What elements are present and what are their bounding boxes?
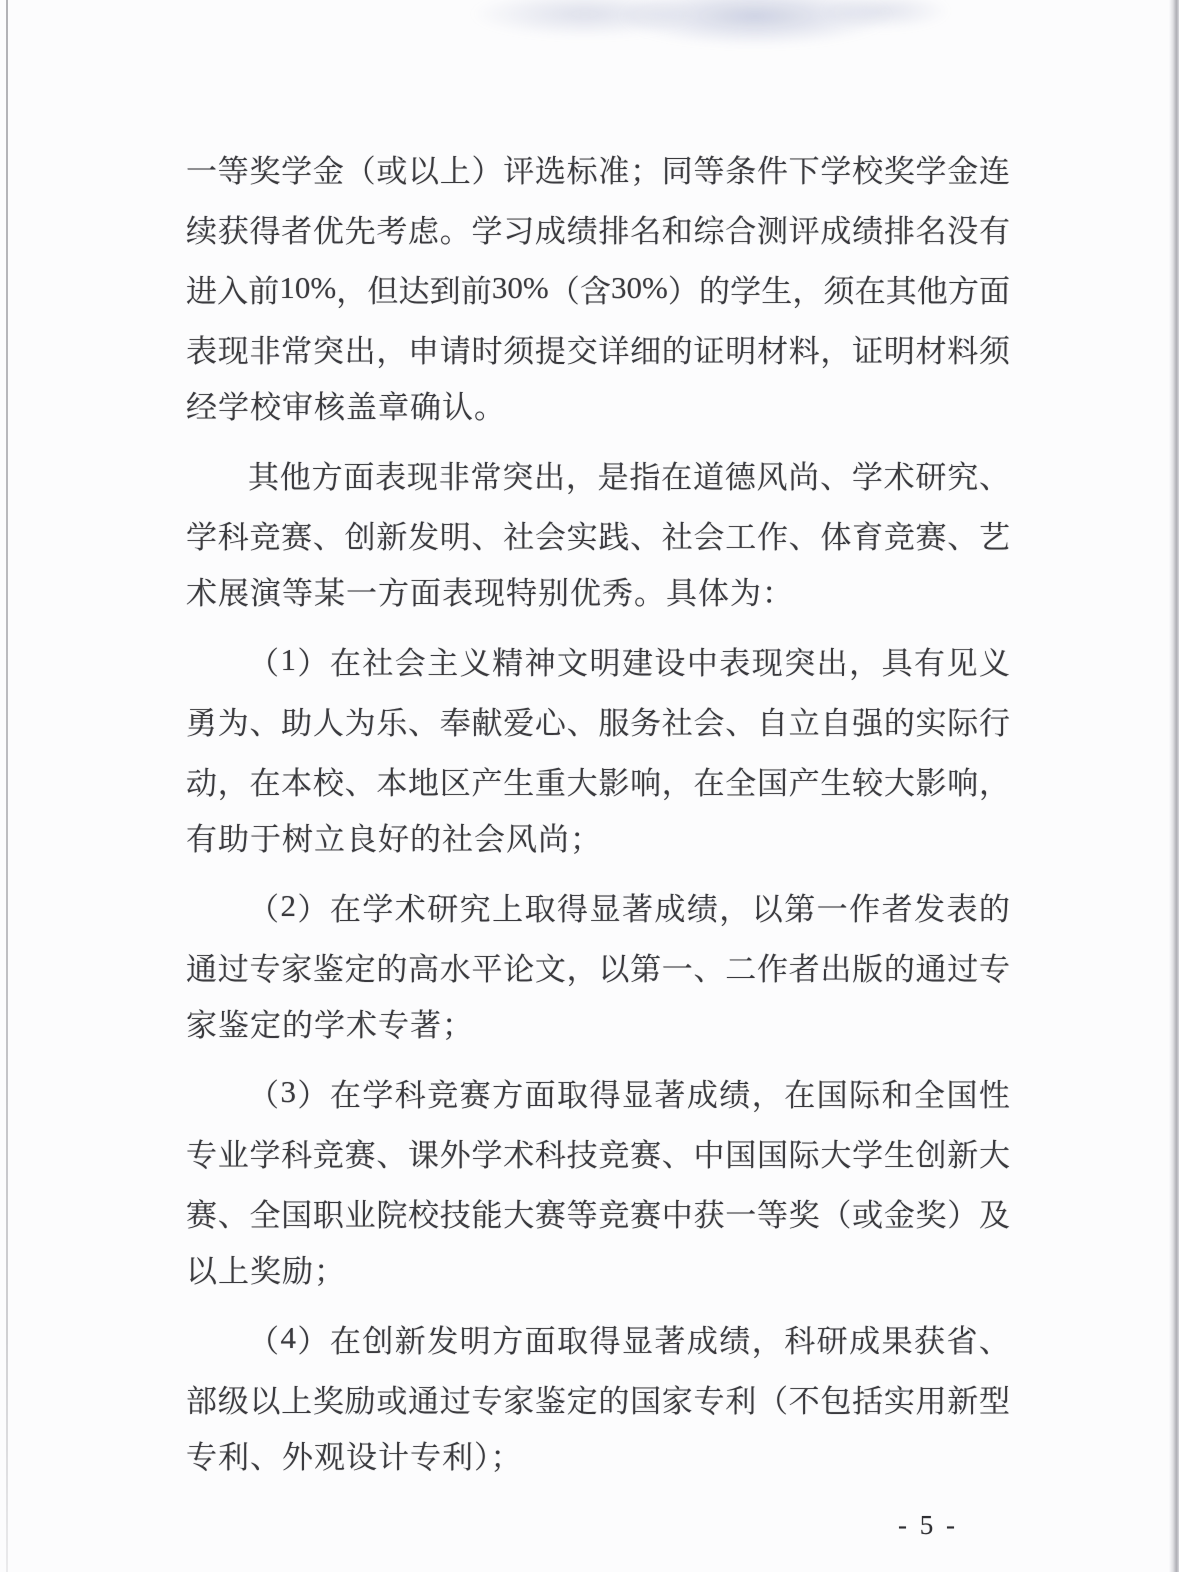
text-line: 勇 为 、 助 人 为 乐 、 奉 献 爱 心 、 服 务 社 会 、 自 立 自 强 的 实 际 行 bbox=[186, 705, 1010, 741]
text-line: 专利、外观设计专利）； bbox=[186, 1440, 523, 1475]
text-line: 专 业 学 科 竞 赛 、 课 外 学 术 科 技 竞 赛 、 中 国 国 际 大 学 生 创 新 大 bbox=[186, 1137, 1010, 1173]
paragraph bbox=[186, 630, 1010, 870]
text-line: （ 2 ） 在 学 术 研 究 上 取 得 显 著 成 绩 ， 以 第 一 作 者 发 表 的 bbox=[248, 888, 1010, 927]
text-line: 其 他 方 面 表 现 非 常 突 出 ， 是 指 在 道 德 风 尚 、 学 术 研 究 、 bbox=[248, 459, 1010, 495]
text-line: 一 等 奖 学 金 （ 或 以 上 ） 评 选 标 准 ； 同 等 条 件 下 学 校 奖 学 金 连 bbox=[186, 153, 1010, 189]
text-line: 表 现 非 常 突 出 ， 申 请 时 须 提 交 详 细 的 证 明 材 料 ， 证 明 材 料 须 bbox=[186, 333, 1010, 369]
paragraph bbox=[186, 138, 1010, 438]
text-line: 术展演等某一方面表现特别优秀。具体为： bbox=[186, 576, 794, 611]
text-line: 续 获 得 者 优 先 考 虑 。 学 习 成 绩 排 名 和 综 合 测 评 成 绩 排 名 没 有 bbox=[186, 213, 1010, 249]
faded-stamp-smudge bbox=[620, 0, 890, 46]
text-line: 进 入 前 10% ， 但 达 到 前 30% （ 含 30% ） 的 学 生 ， 须 在 其 他 方 面 bbox=[186, 270, 1010, 309]
text-line: 以上奖励； bbox=[186, 1254, 346, 1289]
text-line: 动 ， 在 本 校 、 本 地 区 产 生 重 大 影 响 ， 在 全 国 产 生 较 大 影 响 ， bbox=[186, 765, 1010, 801]
scan-edge-right bbox=[1169, 0, 1179, 1572]
scan-edge-left bbox=[6, 0, 8, 1572]
text-line: （ 1 ） 在 社 会 主 义 精 神 文 明 建 设 中 表 现 突 出 ， 具 有 见 义 bbox=[248, 642, 1010, 681]
paragraph bbox=[186, 444, 1010, 624]
paragraph bbox=[186, 876, 1010, 1056]
text-line: 通 过 专 家 鉴 定 的 高 水 平 论 文 ， 以 第 一 、 二 作 者 出 版 的 通 过 专 bbox=[186, 951, 1010, 987]
text-line: 家鉴定的学术专著； bbox=[186, 1008, 474, 1043]
text-line: 赛 、 全 国 职 业 院 校 技 能 大 赛 等 竞 赛 中 获 一 等 奖 （ 或 金 奖 ） 及 bbox=[186, 1197, 1010, 1233]
page-number: - 5 - bbox=[898, 1510, 958, 1540]
text-line: 部 级 以 上 奖 励 或 通 过 专 家 鉴 定 的 国 家 专 利 （ 不 包 括 实 用 新 型 bbox=[186, 1383, 1010, 1419]
faded-stamp-smudge bbox=[820, 0, 950, 30]
text-line: 有助于树立良好的社会风尚； bbox=[186, 822, 602, 857]
faded-stamp-smudge bbox=[470, 0, 700, 38]
paragraph bbox=[186, 1308, 1010, 1488]
text-line: 经学校审核盖章确认。 bbox=[186, 390, 506, 425]
text-line: （ 4 ） 在 创 新 发 明 方 面 取 得 显 著 成 绩 ， 科 研 成 果 获 省 、 bbox=[248, 1320, 1010, 1359]
text-line: （ 3 ） 在 学 科 竞 赛 方 面 取 得 显 著 成 绩 ， 在 国 际 和 全 国 性 bbox=[248, 1074, 1010, 1113]
document-body bbox=[186, 138, 1010, 1488]
text-line: 学 科 竞 赛 、 创 新 发 明 、 社 会 实 践 、 社 会 工 作 、 体 育 竞 赛 、 艺 bbox=[186, 519, 1010, 555]
paragraph bbox=[186, 1062, 1010, 1302]
